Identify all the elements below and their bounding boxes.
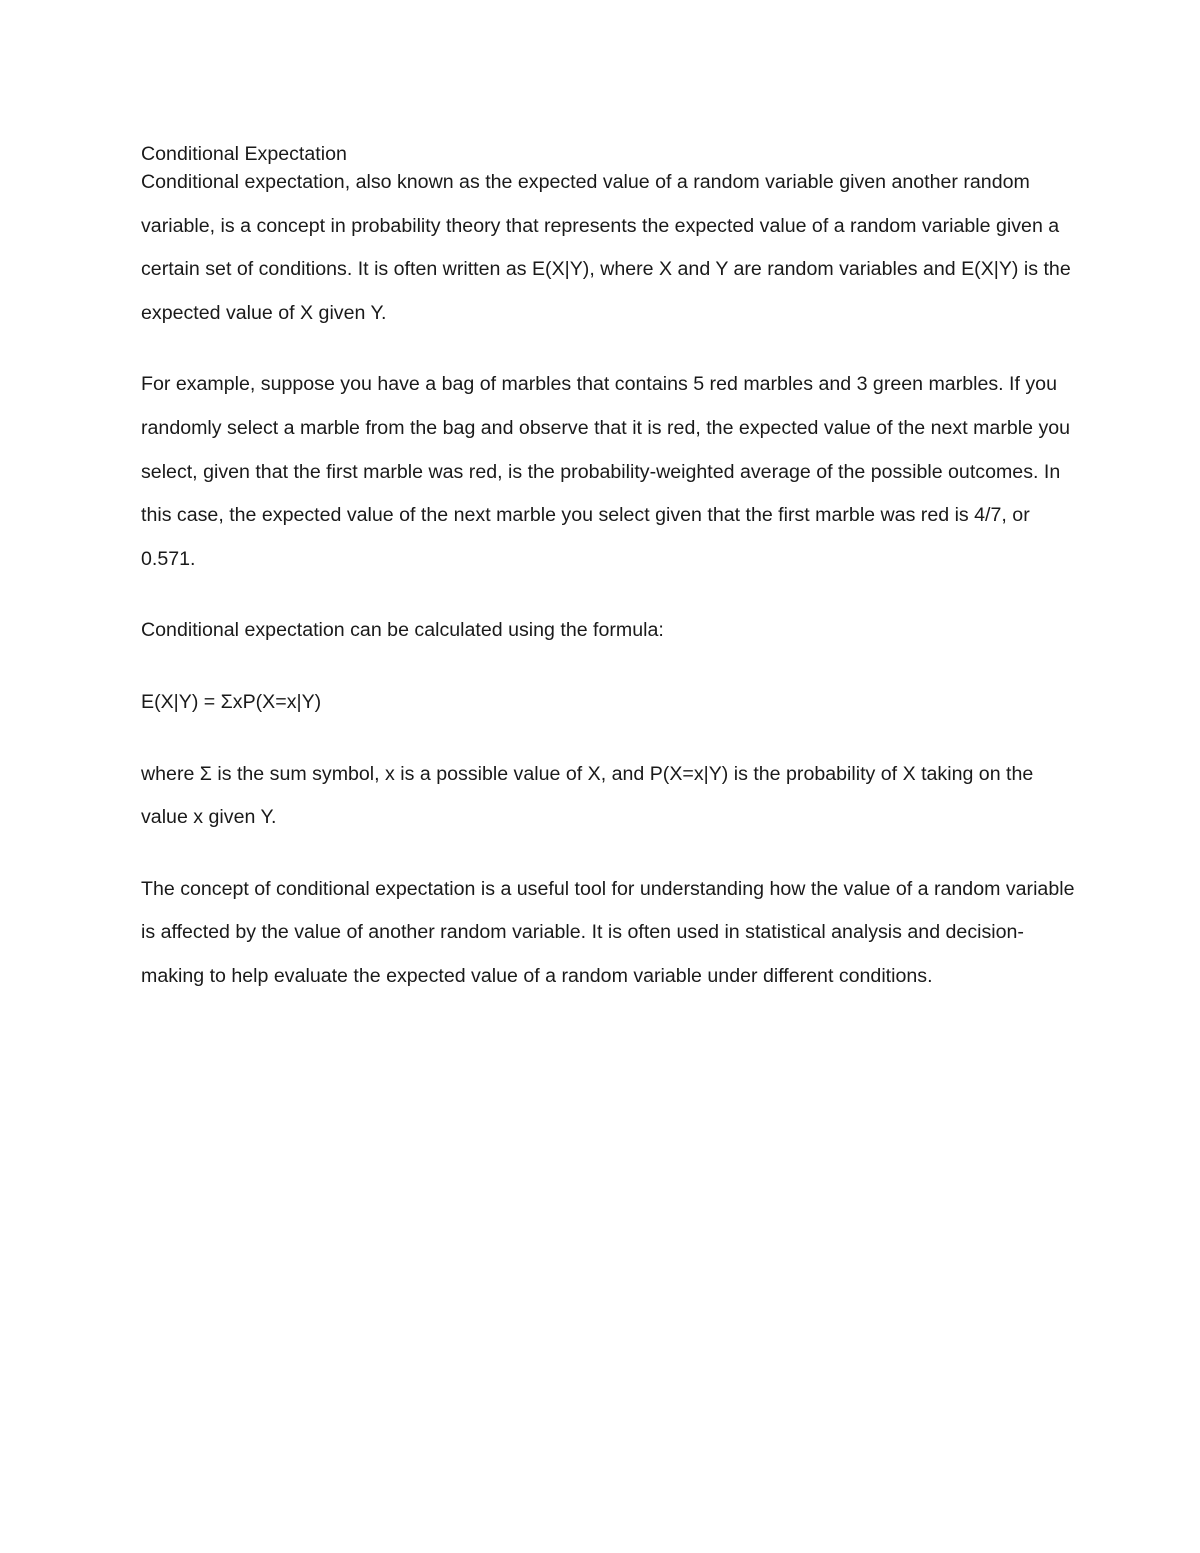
paragraph-formula-explanation: where Σ is the sum symbol, x is a possible value of X, and P(X=x|Y) is the probability of X taking on the value x given Y. [141,762,1034,829]
formula-line: E(X|Y) = ΣxP(X=x|Y) [141,690,322,713]
paragraph-conclusion: The concept of conditional expectation is a useful tool for understanding how the value of a random variable is affected by the value of another random variable. It is often used in statistical analysis and decision-making to help evaluate the expected value of a random variable under different conditions. [141,877,1075,987]
document-title: Conditional Expectation [141,143,347,165]
paragraph-formula-intro: Conditional expectation can be calculated using the formula: [141,619,664,642]
paragraph-example: For example, suppose you have a bag of marbles that contains 5 red marbles and 3 green marbles. If you randomly select a marble from the bag and observe that it is red, the expected value of the next marble you select, given that the first marble was red, is the probability-weighted average of the possible outcomes. In this case, the expected value of the next marble you select given that the first marble was red is 4/7, or 0.571. [141,373,1071,570]
paragraph-definition: Conditional expectation, also known as the expected value of a random variable given another random variable, is a concept in probability theory that represents the expected value of a random variable given a certain set of conditions. It is often written as E(X|Y), where X and Y are random variables and E(X|Y) is the expected value of X given Y. [141,171,1071,324]
document-body [141,141,1076,1027]
